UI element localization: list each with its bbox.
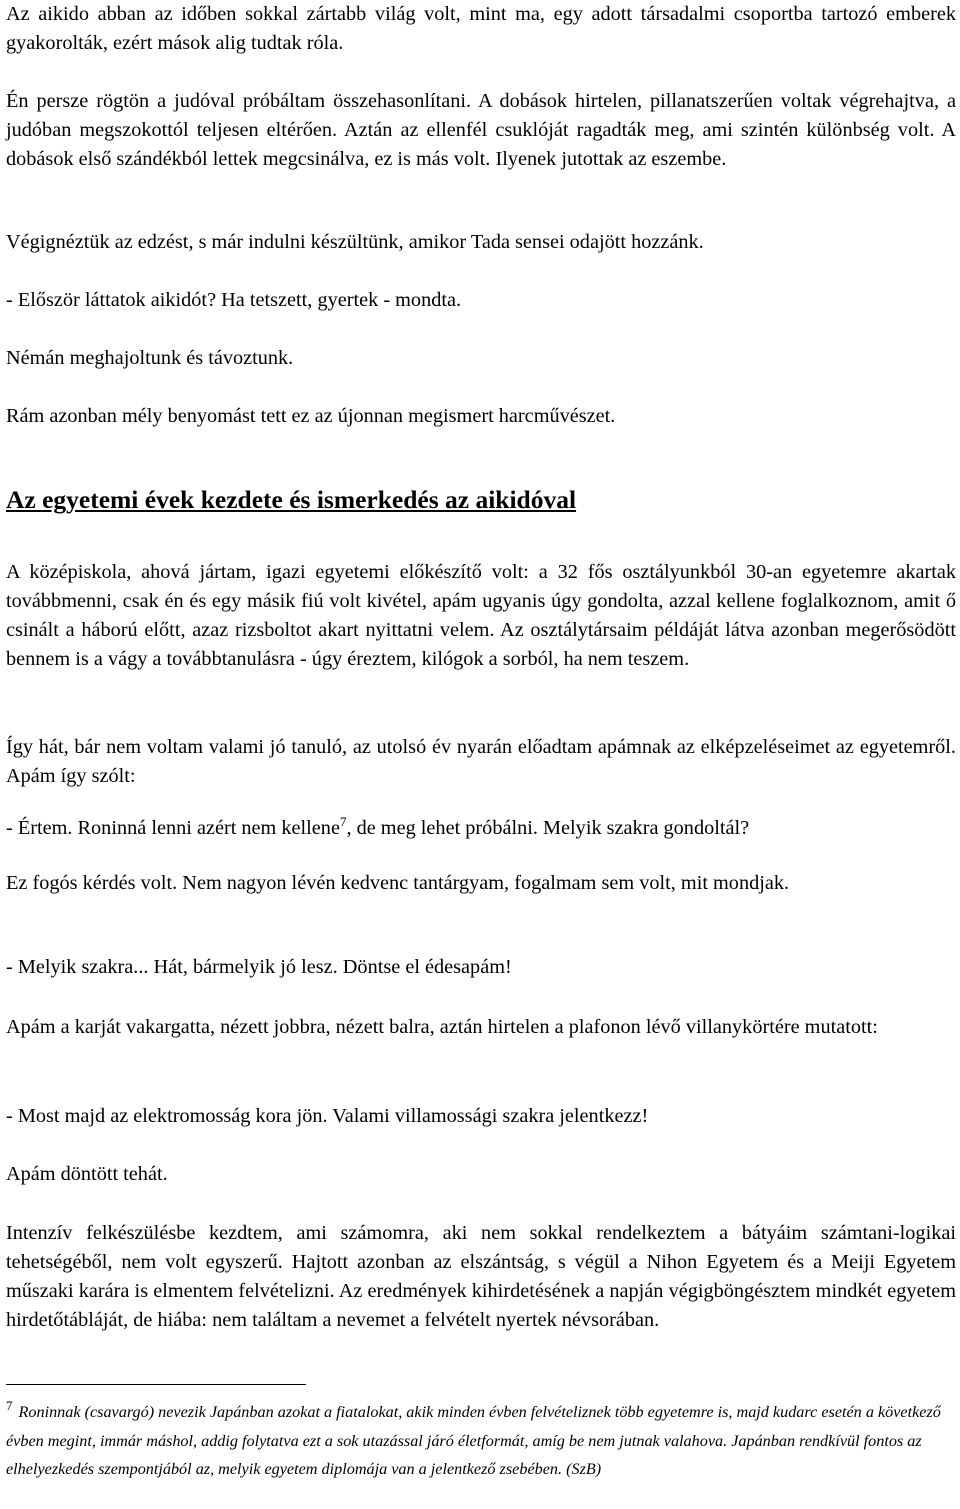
paragraph-deep-impression: Rám azonban mély benyomást tett ez az újonnan megismert harcművészet. bbox=[6, 405, 616, 427]
footnote bbox=[6, 1398, 956, 1484]
footnote-text: Roninnak (csavargó) nevezik Japánban azokat a fiatalokat, akik minden évben felvételiznek több egyetemre is, majd kudarc esetén a következő évben megint, immár máshol, addig folytatva ezt a sok utazással járó életformát, amíg be nem jutnak valahova. Japánban rendkívül fontos az elhelyezkedés szempontjából az, melyik egyetem diplomája van a jelentkező zsebében. (SzB) bbox=[6, 1403, 941, 1478]
father-reply-end: , de meg lehet próbálni. Melyik szakra gondoltál? bbox=[346, 817, 750, 839]
section-heading: Az egyetemi évek kezdete és ismerkedés az aikidóval bbox=[6, 485, 577, 514]
footnote-reference: 7 bbox=[339, 814, 347, 829]
paragraph-told-father: Így hát, bár nem voltam valami jó tanuló, az utolsó év nyarán előadtam apámnak az elképzeléseimet az egyetemről. Apám így szólt: bbox=[6, 736, 956, 787]
paragraph-tricky-question: Ez fogós kérdés volt. Nem nagyon lévén kedvenc tantárgyam, fogalmam sem volt, mit mondjak. bbox=[6, 872, 790, 894]
paragraph-electricity-era: - Most majd az elektromosság kora jön. Valami villamossági szakra jelentkezz! bbox=[6, 1105, 649, 1127]
father-reply-start: - Értem. Roninná lenni azért nem kellene bbox=[6, 817, 340, 839]
footnote-separator bbox=[6, 1384, 306, 1385]
paragraph-father-decided: Apám döntött tehát. bbox=[6, 1163, 168, 1185]
paragraph-tada-sensei-quote: - Először láttatok aikidót? Ha tetszett, gyertek - mondta. bbox=[6, 289, 462, 311]
paragraph-bowed-left: Némán meghajoltunk és távoztunk. bbox=[6, 347, 294, 369]
paragraph-watched-training: Végignéztük az edzést, s már indulni készültünk, amikor Tada sensei odajött hozzánk. bbox=[6, 231, 704, 253]
paragraph-father-reply bbox=[6, 814, 956, 843]
paragraph-father-pointed: Apám a karját vakargatta, nézett jobbra, nézett balra, aztán hirtelen a plafonon lévő villanykörtére mutatott: bbox=[6, 1016, 878, 1038]
paragraph-any-major: - Melyik szakra... Hát, bármelyik jó lesz. Döntse el édesapám! bbox=[6, 956, 512, 978]
paragraph-judo-comparison: Én persze rögtön a judóval próbáltam összehasonlítani. A dobások hirtelen, pillanatszerűen voltak végrehajtva, a judóban megszokottól teljesen eltérően. Aztán az ellenfél csuklóját ragadták meg, ami szintén különbség volt. A dobások első szándékból lettek megcsinálva, ez is más volt. Ilyenek jutottak az eszembe. bbox=[6, 90, 956, 170]
footnote-marker: 7 bbox=[6, 1398, 13, 1413]
paragraph-high-school: A középiskola, ahová jártam, igazi egyetemi előkészítő volt: a 32 fős osztályunkból 30-an egyetemre akartak továbbmenni, csak én és egy másik fiú volt kivétel, apám ugyanis úgy gondolta, azzal kellene foglalkoznom, amit ő csinált a háború előtt, azaz rizsboltot akart nyittatni velem. Az osztálytársaim példáját látva azonban megerősödött bennem is a vágy a továbbtanulásra - úgy éreztem, kilógok a sorból, ha nem teszem. bbox=[6, 561, 956, 670]
paragraph-entrance-exams: Intenzív felkészülésbe kezdtem, ami számomra, aki nem sokkal rendelkeztem a bátyáim számtani-logikai tehetségéből, nem volt egyszerű. Hajtott azonban az elszántság, s végül a Nihon Egyetem és a Meiji Egyetem műszaki karára is elmentem felvételizni. Az eredmények kihirdetésének a napján végigböngésztem mindkét egyetem hirdetőtábláját, de hiába: nem találtam a nevemet a felvételt nyertek névsorában. bbox=[6, 1222, 956, 1331]
paragraph-aikido-closed-world: Az aikido abban az időben sokkal zártabb világ volt, mint ma, egy adott társadalmi csoportba tartozó emberek gyakorolták, ezért mások alig tudtak róla. bbox=[6, 3, 956, 54]
